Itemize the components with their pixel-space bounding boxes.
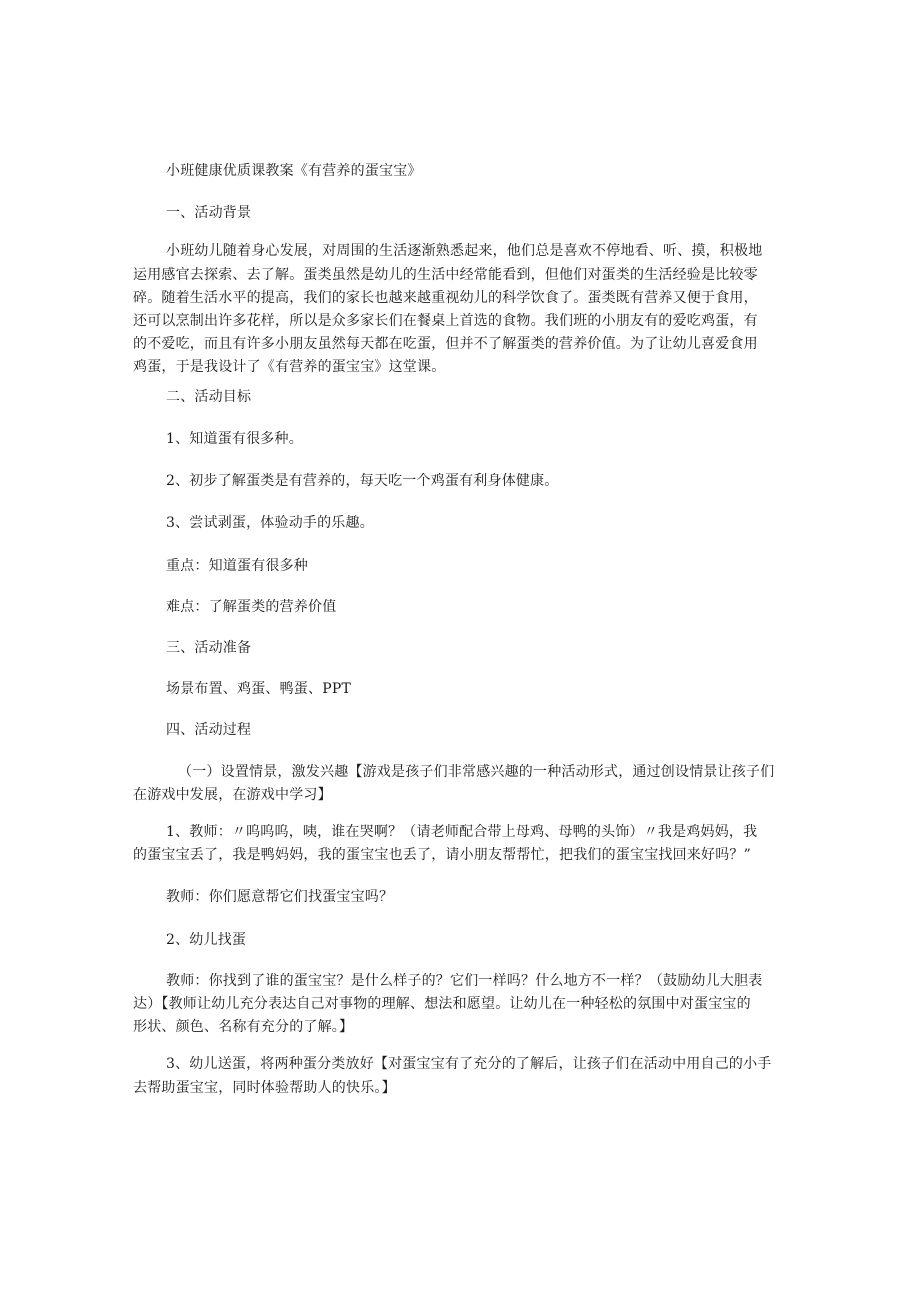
background-paragraph-line: 鸡蛋，于是我设计了《有营养的蛋宝宝》这堂课。 [133, 359, 446, 375]
difficulty-point: 难点：了解蛋类的营养价值 [166, 599, 337, 615]
section-heading-goals: 二、活动目标 [166, 389, 252, 405]
teacher-question: 教师：你们愿意帮它们找蛋宝宝吗？ [166, 889, 394, 905]
step3-line: 去帮助蛋宝宝，同时体验帮助人的快乐。】 [133, 1080, 396, 1096]
background-paragraph-line: 的不爱吃，而且有许多小朋友虽然每天都在吃蛋，但并不了解蛋类的营养价值。为了让幼儿喜爱食用 [133, 336, 758, 352]
goal-item: 1、知道蛋有很多种。 [166, 431, 303, 447]
step1-line: 1、教师：〃呜呜呜，咦，谁在哭啊？（请老师配合带上母鸡、母鸭的头饰）〃我是鸡妈妈，我 [166, 824, 758, 840]
process-intro-line: 在游戏中发展，在游戏中学习】 [133, 787, 332, 803]
step2-line: 形状、颜色、名称有充分的了解。】 [133, 1019, 354, 1035]
step1-line: 的蛋宝宝丢了，我是鸭妈妈，我的蛋宝宝也丢了，请小朋友帮帮忙，把我们的蛋宝宝找回来好吗？” [133, 847, 751, 863]
process-intro-line: （一）设置情景，激发兴趣【游戏是孩子们非常感兴趣的一种活动形式，通过创设情景让孩子们 [178, 764, 775, 780]
goal-item: 3、尝试剥蛋，体验动手的乐趣。 [166, 515, 374, 531]
background-paragraph-line: 还可以烹制出许多花样，所以是众多家长们在餐桌上首选的食物。我们班的小朋友有的爱吃鸡蛋，有 [133, 313, 758, 329]
section-heading-process: 四、活动过程 [166, 722, 252, 738]
document-title: 小班健康优质课教案《有营养的蛋宝宝》 [166, 163, 422, 179]
section-heading-preparation: 三、活动准备 [166, 640, 252, 656]
step2-heading: 2、幼儿找蛋 [166, 932, 247, 948]
step3-line: 3、幼儿送蛋，将两种蛋分类放好【对蛋宝宝有了充分的了解后，让孩子们在活动中用自己的小手 [166, 1056, 772, 1072]
preparation-list: 场景布置、鸡蛋、鸭蛋、PPT [166, 681, 351, 697]
background-paragraph-line: 小班幼儿随着身心发展，对周围的生活逐渐熟悉起来，他们总是喜欢不停地看、听、摸，积极地 [166, 243, 763, 259]
step2-line: 达）【教师让幼儿充分表达自己对事物的理解、想法和愿望。让幼儿在一种轻松的氛围中对蛋宝宝的 [133, 996, 751, 1012]
step2-line: 教师：你找到了谁的蛋宝宝？是什么样子的？它们一样吗？什么地方不一样？（鼓励幼儿大胆表 [166, 973, 763, 989]
key-point: 重点：知道蛋有很多种 [166, 558, 308, 574]
background-paragraph-line: 运用感官去探索、去了解。蛋类虽然是幼儿的生活中经常能看到，但他们对蛋类的生活经验是比较零 [133, 267, 758, 283]
background-paragraph-line: 碎。随着生活水平的提高，我们的家长也越来越重视幼儿的科学饮食了。蛋类既有营养又便于食用， [133, 290, 758, 306]
section-heading-background: 一、活动背景 [166, 205, 252, 221]
goal-item: 2、初步了解蛋类是有营养的，每天吃一个鸡蛋有利身体健康。 [166, 473, 559, 489]
